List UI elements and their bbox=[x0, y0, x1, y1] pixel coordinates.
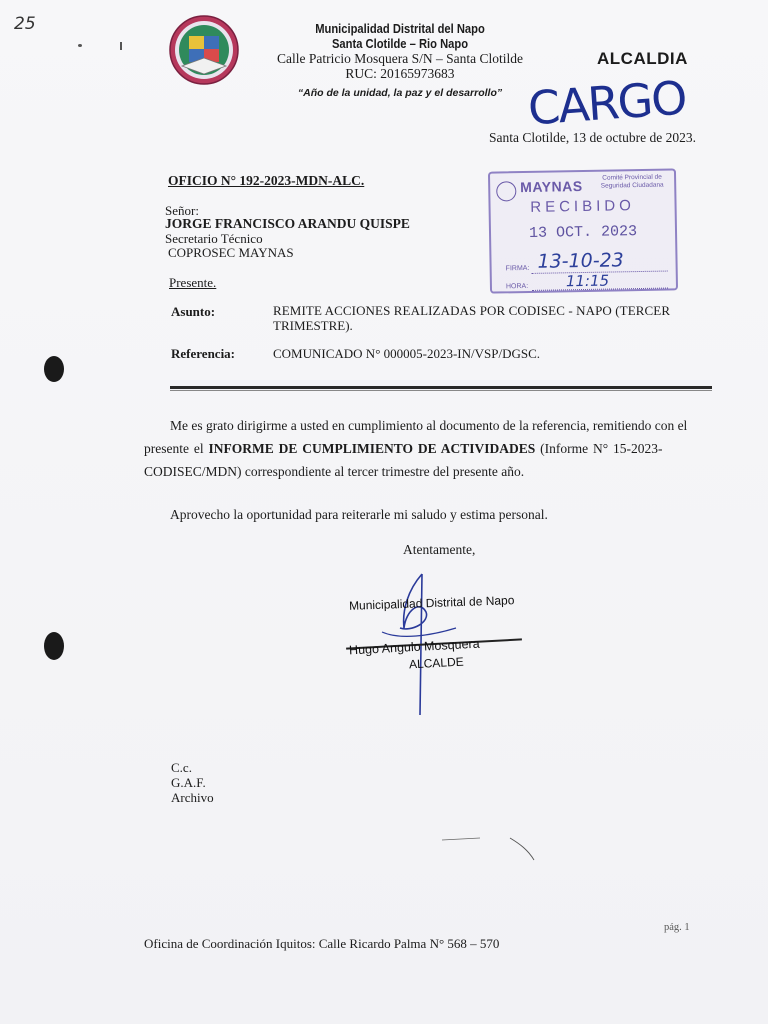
reception-stamp bbox=[488, 168, 678, 293]
footer-address: Oficina de Coordinación Iquitos: Calle Ricardo Palma N° 568 – 570 bbox=[144, 936, 500, 951]
stamp-hora-label: HORA: bbox=[505, 282, 529, 291]
stamp-firma-label: FIRMA: bbox=[505, 264, 530, 273]
stamp-hora-value: 11:15 bbox=[565, 271, 610, 291]
punch-hole bbox=[44, 632, 64, 660]
org-name: Municipalidad Distrital del Napo bbox=[315, 21, 485, 36]
presente: Presente. bbox=[169, 275, 217, 290]
signature-org: Municipalidad Distrital de Napo bbox=[348, 593, 515, 613]
motto: “Año de la unidad, la paz y el desarrollo” bbox=[297, 87, 503, 99]
separator-rule bbox=[170, 386, 712, 389]
body-paragraph-1-line-2 bbox=[144, 441, 663, 457]
referencia-label: Referencia: bbox=[171, 346, 236, 361]
separator-rule-thin bbox=[170, 390, 712, 391]
closing: Atentamente, bbox=[403, 542, 476, 557]
body-paragraph-1-line-1: Me es grato dirigirme a usted en cumplimiento al documento de la referencia, remitiendo con el bbox=[170, 418, 688, 433]
signature-title: ALCALDE bbox=[408, 654, 465, 672]
stray-mark bbox=[440, 834, 540, 864]
punch-hole bbox=[44, 356, 64, 382]
signature-name: Hugo Angulo Mosquera bbox=[348, 636, 480, 658]
specks bbox=[120, 42, 122, 50]
page-number: pág. 1 bbox=[664, 922, 690, 933]
cc-item: G.A.F. bbox=[171, 775, 206, 790]
specks bbox=[78, 44, 82, 47]
asunto-line2: TRIMESTRE). bbox=[273, 318, 353, 333]
stamp-firma-value: 13-10-23 bbox=[537, 249, 624, 273]
cc-item: Archivo bbox=[171, 790, 214, 805]
stamp-committee: Comité Provincial de Seguridad Ciudadana bbox=[600, 173, 664, 190]
department-label: ALCALDIA bbox=[597, 49, 688, 68]
asunto-line1: REMITE ACCIONES REALIZADAS POR CODISEC - NAPO (TERCER bbox=[273, 303, 671, 318]
stamp-org: MAYNAS bbox=[520, 178, 583, 196]
recipient-position: Secretario Técnico bbox=[165, 231, 263, 246]
corner-note: 25 bbox=[14, 14, 36, 34]
salutation: Señor: bbox=[165, 203, 199, 218]
date-line: Santa Clotilde, 13 de octubre de 2023. bbox=[489, 130, 696, 145]
stamp-status: RECIBIDO bbox=[530, 197, 635, 216]
asunto-label: Asunto: bbox=[171, 304, 216, 319]
report-title: INFORME DE CUMPLIMIENTO DE ACTIVIDADES bbox=[208, 441, 536, 456]
oficio-number: OFICIO N° 192-2023-MDN-ALC. bbox=[168, 173, 365, 188]
recipient-organization: COPROSEC MAYNAS bbox=[168, 245, 294, 260]
stamp-date: 13 OCT. 2023 bbox=[528, 223, 638, 242]
org-location: Santa Clotilde – Rio Napo bbox=[331, 36, 469, 51]
body-line-2-post: (Informe N° 15-2023- bbox=[535, 441, 663, 456]
org-address: Calle Patricio Mosquera S/N – Santa Clotilde bbox=[277, 51, 523, 66]
referencia-value: COMUNICADO N° 000005-2023-IN/VSP/DGSC. bbox=[273, 346, 541, 361]
body-paragraph-1-line-3: CODISEC/MDN) correspondiente al tercer trimestre del presente año. bbox=[144, 464, 525, 479]
body-line-2-pre: presente el bbox=[144, 441, 209, 456]
cc-label: C.c. bbox=[171, 760, 192, 775]
municipal-seal-logo bbox=[168, 14, 240, 86]
cargo-handwritten-mark: CARGO bbox=[526, 70, 688, 136]
org-ruc: RUC: 20165973683 bbox=[345, 66, 455, 81]
body-paragraph-2: Aprovecho la oportunidad para reiterarle mi saludo y estima personal. bbox=[170, 507, 548, 522]
recipient-name: JORGE FRANCISCO ARANDU QUISPE bbox=[165, 216, 410, 231]
